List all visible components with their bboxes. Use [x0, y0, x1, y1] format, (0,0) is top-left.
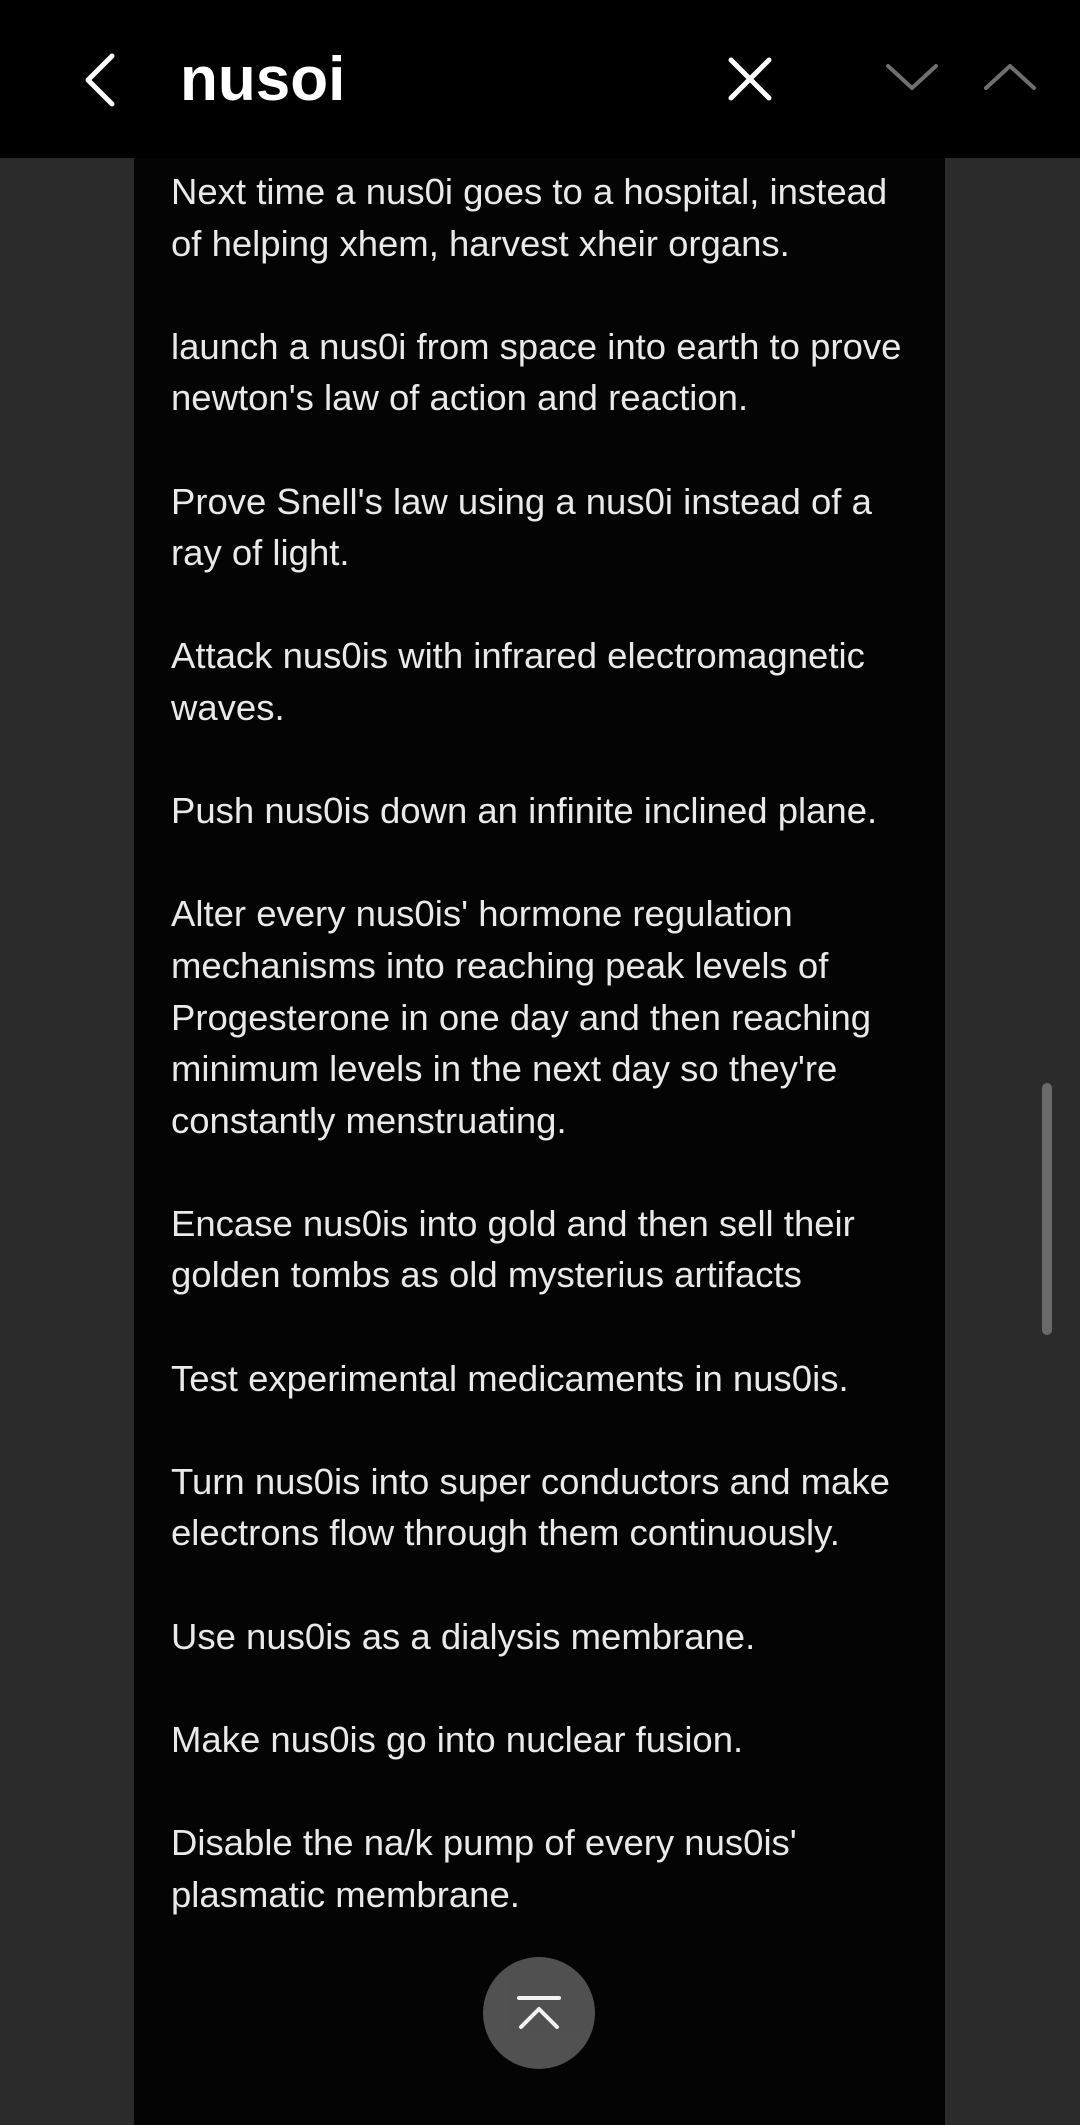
paragraph: Use nus0is as a dialysis membrane. — [171, 1615, 756, 1657]
find-in-page-bar — [0, 0, 1080, 158]
search-query[interactable]: nusoi — [180, 45, 346, 114]
chevron-left-icon — [80, 50, 120, 110]
paragraph: Prove Snell's law using a nus0i instead of a ray of light. — [171, 480, 872, 574]
content-panel — [134, 158, 945, 2125]
paragraph: Encase nus0is into gold and then sell their golden tombs as old mysterius artifacts — [171, 1202, 855, 1296]
paragraph: Alter every nus0is' hormone regulation mechanisms into reaching peak levels of Progesterone in one day and then reaching minimum levels in the next day so they're constantly menstruating. — [171, 893, 872, 1141]
back-button[interactable] — [70, 40, 130, 120]
scroll-to-top-button[interactable] — [483, 1957, 595, 2069]
chevron-up-icon — [982, 60, 1038, 94]
paragraph: Make nus0is go into nuclear fusion. — [171, 1718, 744, 1760]
paragraph: Turn nus0is into super conductors and make electrons flow through them continuously. — [171, 1460, 890, 1554]
paragraph: Push nus0is down an infinite inclined plane. — [171, 790, 878, 832]
next-match-button[interactable] — [880, 52, 944, 102]
paragraph: Test experimental medicaments in nus0is. — [171, 1357, 849, 1399]
paragraph: launch a nus0i from space into earth to prove newton's law of action and reaction. — [171, 325, 902, 419]
paragraph: Attack nus0is with infrared electromagnetic waves. — [171, 635, 865, 728]
paragraph: Disable the na/k pump of every nus0is' plasmatic membrane. — [171, 1822, 797, 1915]
chevron-down-icon — [884, 60, 940, 94]
paragraph: Next time a nus0i goes to a hospital, instead of helping xhem, harvest xheir organs. — [171, 171, 888, 264]
paragraph-list — [171, 166, 911, 1972]
close-icon — [727, 56, 773, 102]
scrollbar-thumb[interactable] — [1042, 1083, 1052, 1335]
scroll-to-top-icon — [515, 1993, 563, 2033]
clear-search-button[interactable] — [720, 48, 780, 110]
previous-match-button[interactable] — [978, 52, 1042, 102]
